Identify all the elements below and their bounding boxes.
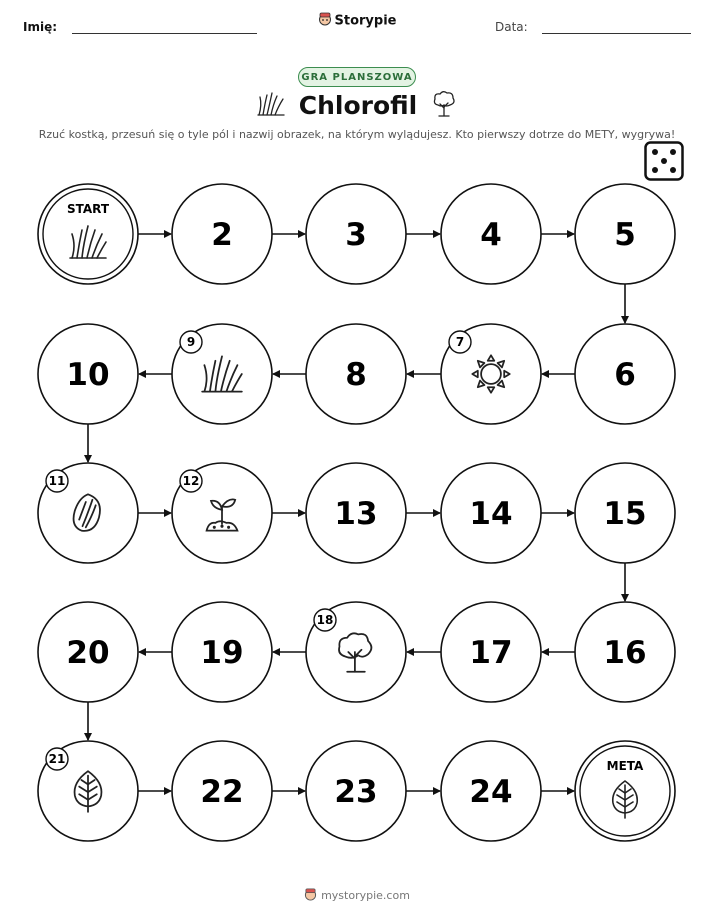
- board-cell-25: [575, 741, 675, 841]
- board-cell-3: [306, 184, 406, 284]
- board-cell-22: [172, 741, 272, 841]
- cell-circle: [38, 184, 138, 284]
- game-type-badge: GRA PLANSZOWA: [298, 67, 416, 87]
- cell-number: 10: [66, 357, 110, 393]
- cell-number: 16: [603, 635, 647, 671]
- cell-number-badge-text: 21: [48, 752, 66, 766]
- cell-number: 3: [345, 217, 367, 253]
- board-cell-15: [575, 463, 675, 563]
- board-cell-16: [575, 602, 675, 702]
- cell-number-badge-text: 9: [186, 335, 196, 349]
- board-cell-18: [306, 602, 406, 702]
- cell-number: 13: [334, 496, 378, 532]
- cell-number: 6: [614, 357, 636, 393]
- start-label: START: [66, 202, 110, 216]
- cell-number: 17: [469, 635, 513, 671]
- board-cell-17: [441, 602, 541, 702]
- cell-number: 14: [469, 496, 513, 532]
- cell-number-badge-text: 11: [48, 474, 66, 488]
- cell-number: 23: [334, 774, 378, 810]
- cell-number: 22: [200, 774, 244, 810]
- board-cell-20: [38, 602, 138, 702]
- cell-number-badge-text: 18: [316, 613, 334, 627]
- cell-number: 15: [603, 496, 647, 532]
- cell-number: 20: [66, 635, 110, 671]
- cell-number: 5: [614, 217, 636, 253]
- cell-number-badge-text: 12: [182, 474, 200, 488]
- cell-number: 4: [480, 217, 502, 253]
- footer: [0, 888, 714, 904]
- date-label: Data:: [495, 20, 528, 34]
- board-cell-4: [441, 184, 541, 284]
- board-cell-21: [38, 741, 138, 841]
- board-cell-1: [38, 184, 138, 284]
- name-label: Imię:: [23, 20, 58, 34]
- board-cell-12: [172, 463, 272, 563]
- board-cell-11: [38, 463, 138, 563]
- title-text: Chlorofil: [298, 91, 418, 120]
- board-cell-7: [441, 324, 541, 424]
- board-cell-2: [172, 184, 272, 284]
- brand-name: Storypie: [334, 13, 397, 29]
- end-label: META: [606, 759, 644, 773]
- board-cell-9: [172, 324, 272, 424]
- footer-url: mystorypie.com: [321, 889, 410, 902]
- board-cell-8: [306, 324, 406, 424]
- board-cell-14: [441, 463, 541, 563]
- cell-number-badge-text: 7: [455, 335, 465, 349]
- cell-number: 2: [211, 217, 233, 253]
- instructions: Rzuć kostką, przesuń się o tyle pól i nazwij obrazek, na którym wylądujesz. Kto pierwszy dotrze do METY, wygrywa!: [38, 128, 676, 141]
- board-cell-6: [575, 324, 675, 424]
- board-cell-5: [575, 184, 675, 284]
- board-cell-24: [441, 741, 541, 841]
- board-cell-19: [172, 602, 272, 702]
- board-cell-13: [306, 463, 406, 563]
- storypie-logo-icon: [304, 888, 317, 904]
- board-cell-10: [38, 324, 138, 424]
- cell-number: 24: [469, 774, 513, 810]
- cell-number: 8: [345, 357, 367, 393]
- cell-number: 19: [200, 635, 244, 671]
- board-cell-23: [306, 741, 406, 841]
